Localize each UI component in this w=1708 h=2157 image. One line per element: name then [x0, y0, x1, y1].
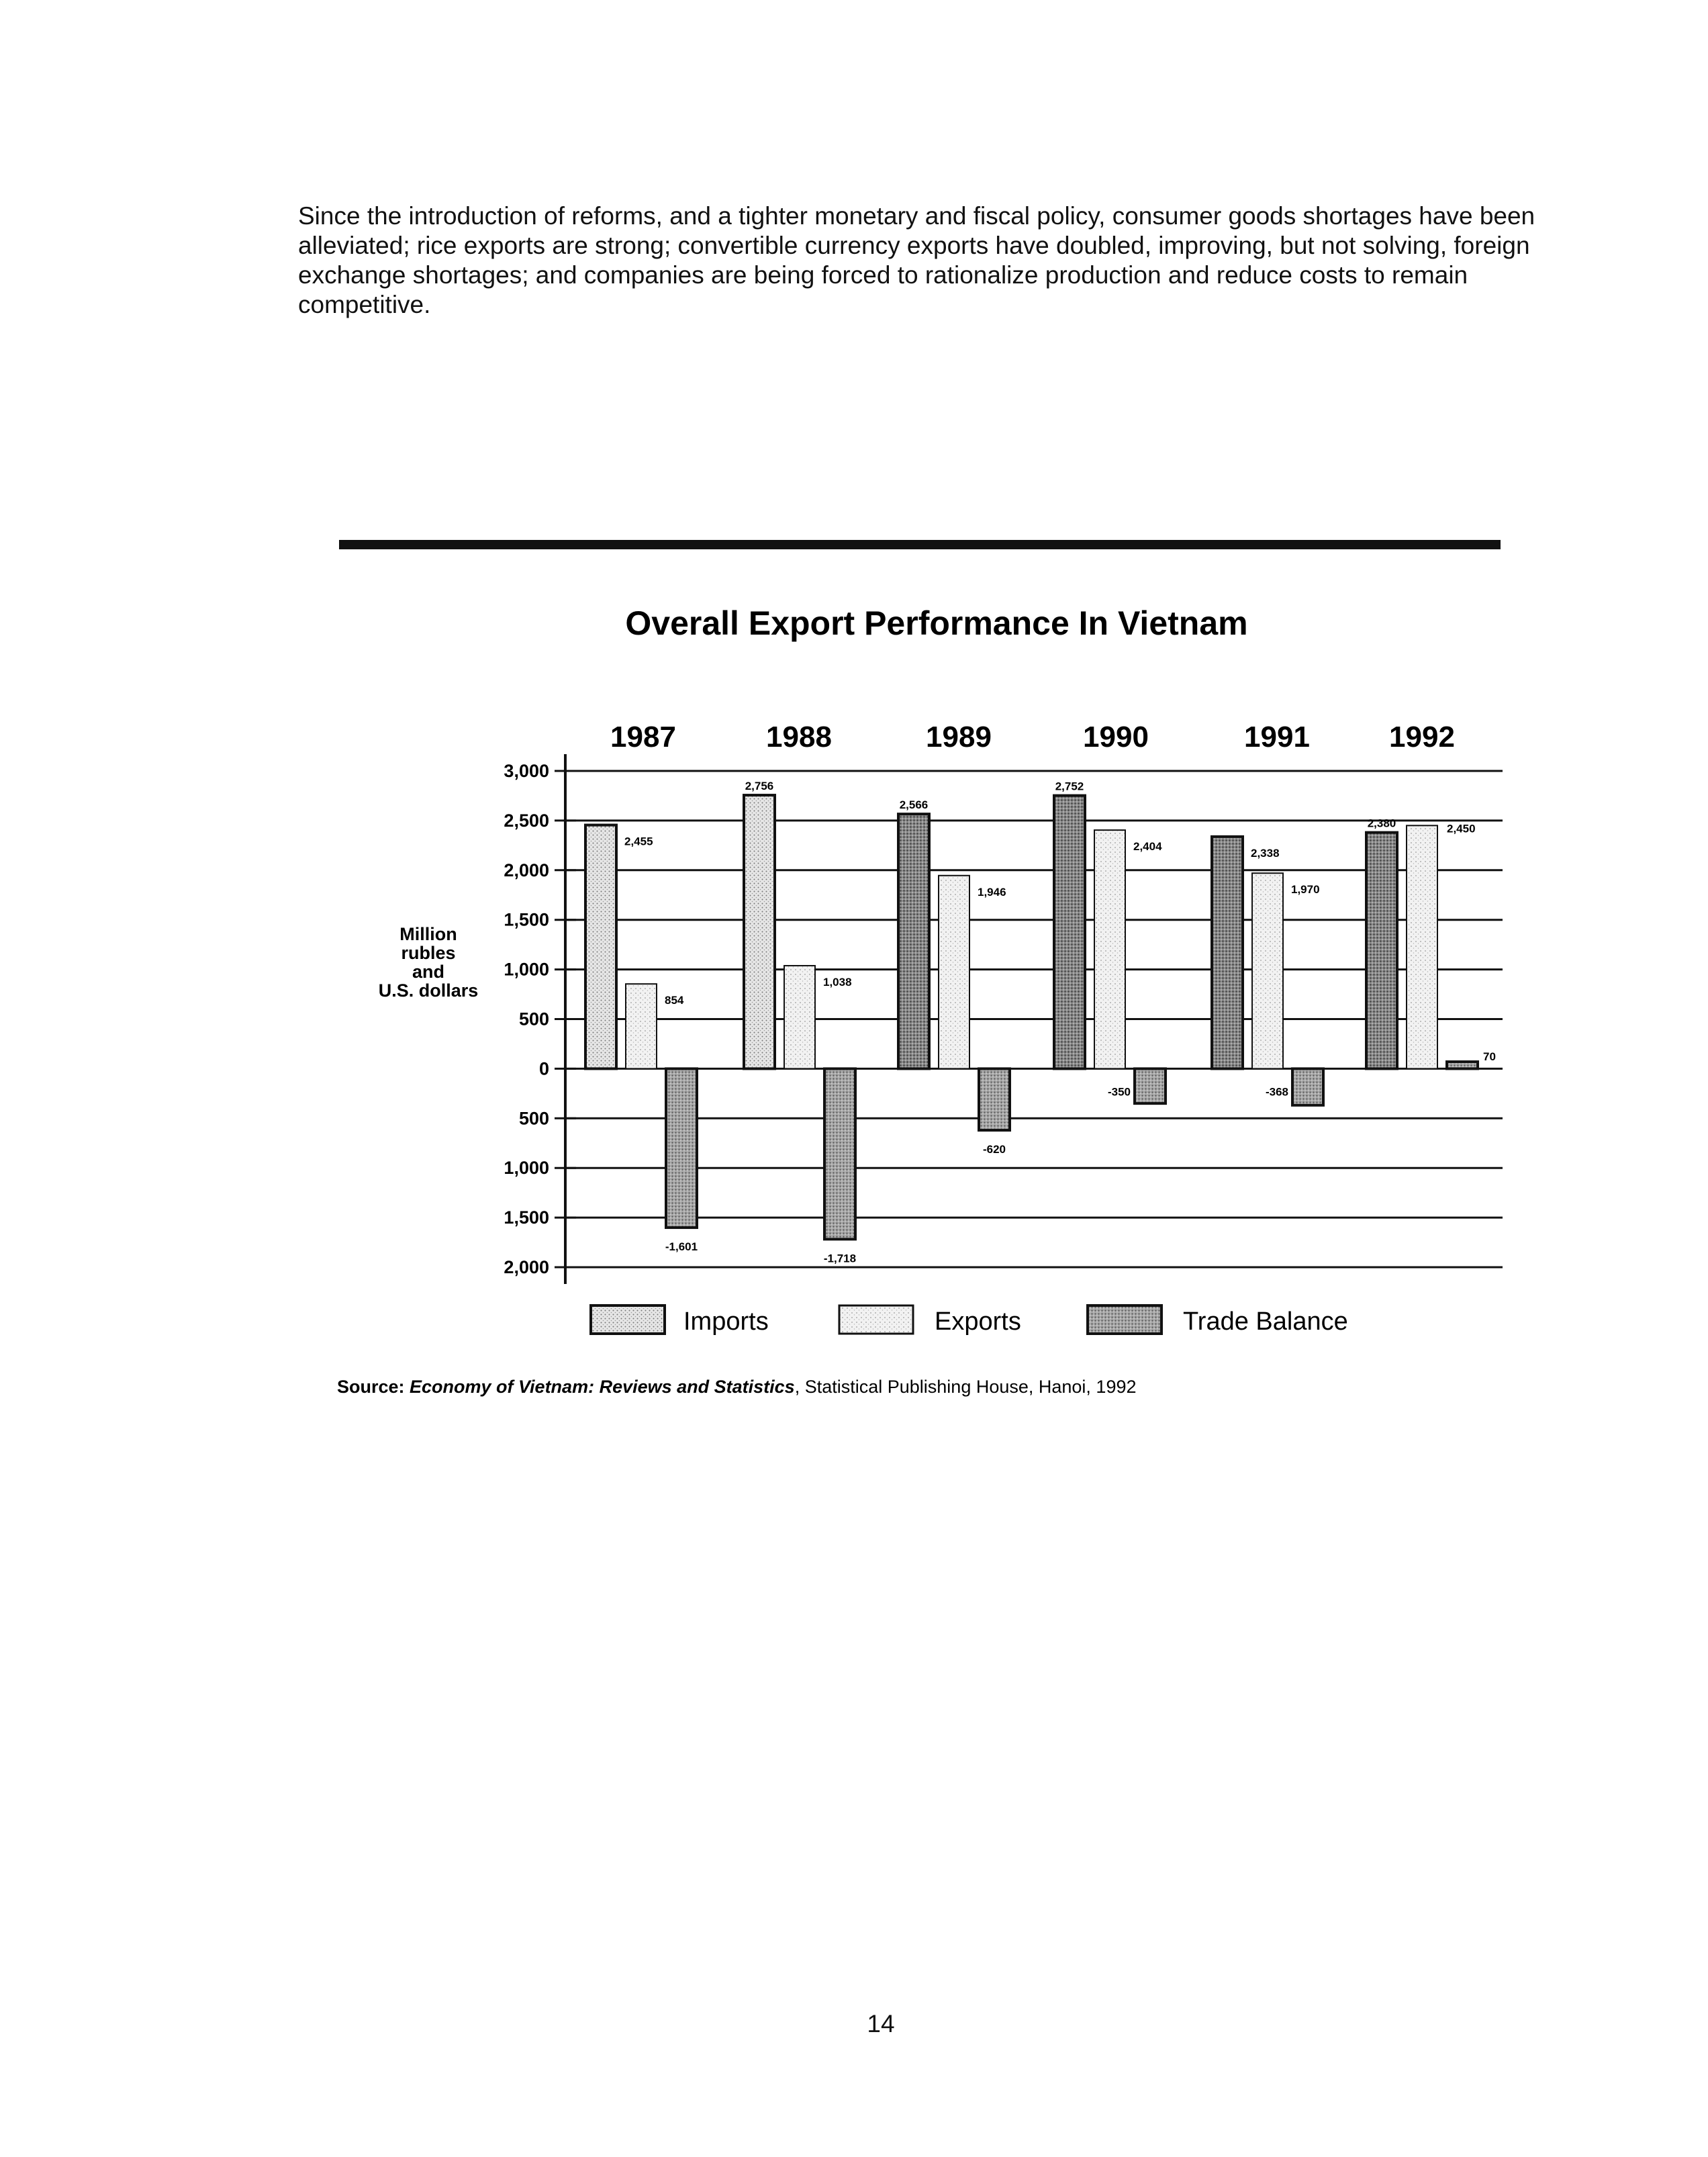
grid-lines: [565, 771, 1503, 1267]
bar-exports-1990: [1094, 830, 1125, 1068]
y-tick-label: 1,000: [504, 959, 549, 980]
bar-imports-1987: [585, 825, 616, 1069]
data-label-exports-1992: 2,450: [1447, 822, 1476, 835]
source-publisher: , Statistical Publishing House, Hanoi, 1992: [794, 1377, 1137, 1397]
year-label-1987: 1987: [610, 721, 676, 753]
y-tick-label: 0: [538, 1058, 549, 1079]
bar-imports-1988: [744, 795, 775, 1068]
legend-swatch-imports: [591, 1305, 665, 1334]
data-label-trade-balance-1991: -368: [1265, 1085, 1288, 1099]
bar-trade-balance-1987: [666, 1068, 697, 1228]
data-label-exports-1989: 1,946: [978, 885, 1006, 899]
y-axis-label-line: Million: [399, 924, 457, 944]
legend-label-imports: Imports: [683, 1307, 769, 1336]
y-tick-label: 500: [518, 1108, 549, 1129]
y-axis-label-line: and: [412, 962, 445, 982]
bar-trade-balance-1989: [979, 1068, 1010, 1130]
bar-exports-1987: [626, 984, 657, 1068]
y-tick-label: 3,000: [504, 761, 549, 781]
bar-imports-1989: [898, 814, 929, 1068]
bar-exports-1988: [784, 966, 815, 1068]
bar-exports-1991: [1252, 873, 1283, 1068]
data-label-imports-1992: 2,380: [1367, 817, 1396, 830]
y-axis-label-line: U.S. dollars: [378, 980, 479, 1001]
year-label-1990: 1990: [1083, 721, 1149, 753]
year-labels: [610, 721, 1455, 753]
y-tick-label: 2,000: [504, 1257, 549, 1277]
data-label-exports-1991: 1,970: [1291, 883, 1320, 897]
year-label-1992: 1992: [1389, 721, 1455, 753]
y-tick-label: 1,500: [504, 909, 549, 930]
y-axis-label: [379, 924, 479, 1001]
data-label-exports-1988: 1,038: [823, 975, 852, 989]
bars: [585, 795, 1478, 1239]
legend-label-trade-balance: Trade Balance: [1183, 1307, 1348, 1336]
intro-paragraph: Since the introduction of reforms, and a tighter monetary and fiscal policy, consumer goods shortages have been alleviated; rice exports are strong; convertible currency exports have doubled, improving, but not solving, foreign exchange shortages; and companies are being forced to rationalize production and reduce costs to remain competitive.: [298, 202, 1535, 318]
data-label-trade-balance-1989: -620: [982, 1143, 1006, 1156]
bar-trade-balance-1990: [1135, 1068, 1166, 1103]
bar-imports-1991: [1212, 837, 1243, 1069]
year-label-1988: 1988: [766, 721, 832, 753]
data-label-trade-balance-1990: -350: [1107, 1085, 1131, 1099]
legend-label-exports: Exports: [935, 1307, 1021, 1336]
data-label-imports-1987: 2,455: [624, 835, 653, 848]
bar-trade-balance-1991: [1292, 1068, 1323, 1105]
data-label-trade-balance-1988: -1,718: [823, 1252, 857, 1265]
y-axis: [504, 754, 576, 1284]
data-label-imports-1991: 2,338: [1251, 846, 1280, 860]
source-title: Economy of Vietnam: Reviews and Statistics: [410, 1377, 795, 1397]
year-label-1989: 1989: [926, 721, 992, 753]
bar-exports-1989: [939, 876, 969, 1069]
source-note: [337, 1377, 1137, 1397]
data-label-imports-1989: 2,566: [899, 798, 929, 812]
source-label: Source:: [337, 1377, 410, 1397]
legend-swatch-exports: [839, 1305, 913, 1334]
year-label-1991: 1991: [1244, 721, 1310, 753]
data-label-trade-balance-1992: 70: [1483, 1050, 1496, 1064]
bar-trade-balance-1992: [1447, 1062, 1478, 1068]
chart-title: Overall Export Performance In Vietnam: [625, 604, 1248, 642]
y-tick-label: 1,500: [504, 1207, 549, 1228]
legend-swatch-trade-balance: [1088, 1305, 1161, 1334]
y-tick-label: 1,000: [504, 1158, 549, 1179]
y-tick-label: 2,000: [504, 860, 549, 880]
bar-imports-1992: [1366, 833, 1397, 1069]
y-tick-label: 500: [518, 1009, 549, 1029]
bar-imports-1990: [1054, 796, 1085, 1069]
bar-trade-balance-1988: [824, 1068, 855, 1239]
data-label-exports-1987: 854: [665, 994, 684, 1007]
data-label-exports-1990: 2,404: [1133, 840, 1162, 854]
y-axis-label-line: rubles: [401, 943, 456, 963]
data-label-trade-balance-1987: -1,601: [665, 1240, 698, 1254]
bar-exports-1992: [1407, 825, 1437, 1068]
page-number: 14: [867, 2010, 895, 2037]
y-tick-label: 2,500: [504, 810, 549, 831]
data-label-imports-1988: 2,756: [745, 780, 774, 793]
data-label-imports-1990: 2,752: [1055, 780, 1084, 793]
legend: [591, 1305, 1348, 1336]
